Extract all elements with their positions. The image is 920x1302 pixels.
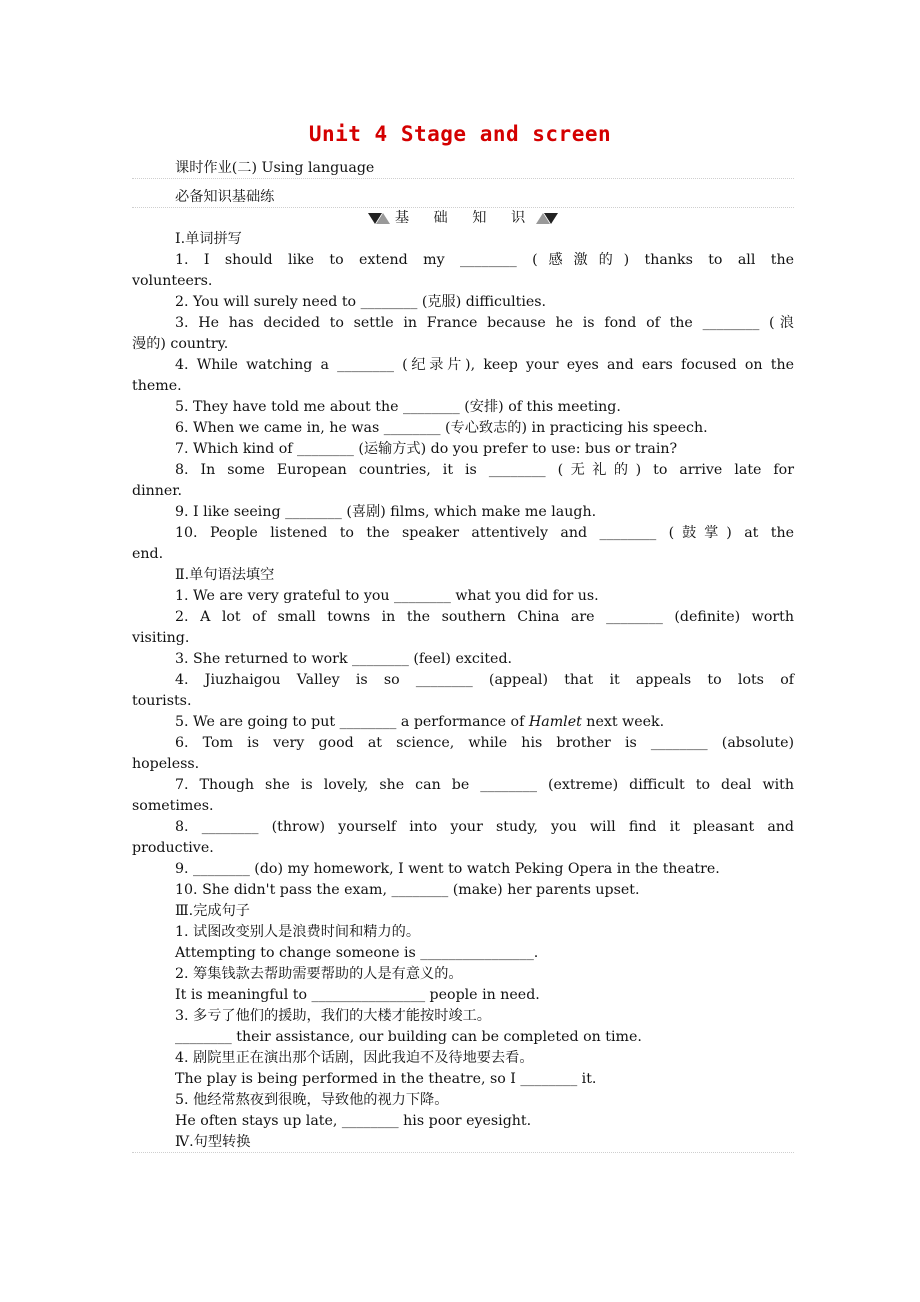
- question-line: 10. People listened to the speaker attentively and ________ (鼓掌) at the: [175, 525, 794, 541]
- question-line: 2. You will surely need to ________ (克服) difficulties.: [175, 294, 547, 310]
- question-line: productive.: [132, 840, 214, 856]
- question-line: 3. He has decided to settle in France because he is fond of the ________ (浪: [175, 315, 794, 331]
- question-line: 8. ________ (throw) yourself into your study, you will find it pleasant and: [175, 819, 794, 835]
- question-line: 3. 多亏了他们的援助，我们的大楼才能按时竣工。: [175, 1008, 491, 1024]
- answer-line: He often stays up late, ________ his poor eyesight.: [175, 1113, 532, 1129]
- question-line: 9. ________ (do) my homework, I went to watch Peking Opera in the theatre.: [175, 861, 720, 877]
- answer-line: ________ their assistance, our building can be completed on time.: [175, 1029, 642, 1045]
- answer-line: The play is being performed in the theatre, so I ________ it.: [175, 1071, 597, 1087]
- question-line: 1. We are very grateful to you ________ what you did for us.: [175, 588, 599, 604]
- question-line: [132, 712, 794, 733]
- question-line: 4. While watching a ________ (纪录片), keep your eyes and ears focused on the: [175, 357, 794, 373]
- question-line: 3. She returned to work ________ (feel) excited.: [175, 651, 513, 667]
- question-line: visiting.: [132, 630, 190, 646]
- question-line: 7. Which kind of ________ (运输方式) do you prefer to use: bus or train?: [175, 441, 678, 457]
- question-line: 4. Jiuzhaigou Valley is so ________ (appeal) that it appeals to lots of: [175, 672, 794, 688]
- question-line: hopeless.: [132, 756, 200, 772]
- section-label: 必备知识基础练: [132, 187, 794, 208]
- part4-heading: Ⅳ.句型转换: [132, 1132, 794, 1153]
- question-line: 1. I should like to extend my ________ (感激的) thanks to all the: [175, 252, 794, 268]
- section-title-row: [132, 208, 794, 229]
- up-triangle-icon: [376, 213, 390, 224]
- answer-line: It is meaningful to ________________ people in need.: [175, 987, 540, 1003]
- question-line: theme.: [132, 378, 182, 394]
- answer-line: Attempting to change someone is ________________.: [175, 945, 539, 961]
- question-line: 2. 筹集钱款去帮助需要帮助的人是有意义的。: [175, 966, 463, 982]
- question-line: 5. 他经常熬夜到很晚，导致他的视力下降。: [175, 1092, 449, 1108]
- question-line: tourists.: [132, 693, 192, 709]
- question-line: 10. She didn't pass the exam, ________ (make) her parents upset.: [175, 882, 640, 898]
- worksheet-content: [132, 158, 794, 1153]
- question-line: sometimes.: [132, 798, 214, 814]
- question-line: 6. When we came in, he was ________ (专心致志的) in practicing his speech.: [175, 420, 708, 436]
- question-line: 1. 试图改变别人是浪费时间和精力的。: [175, 924, 421, 940]
- question-line: volunteers.: [132, 273, 213, 289]
- page-title: Unit 4 Stage and screen: [308, 122, 612, 146]
- question-line: 漫的) country.: [132, 336, 229, 352]
- question-line: 8. In some European countries, it is ________ (无礼的) to arrive late for: [175, 462, 794, 478]
- question-line: 7. Though she is lovely, she can be ________ (extreme) difficult to deal with: [175, 777, 794, 793]
- part3-heading: Ⅲ.完成句子: [175, 903, 250, 919]
- question-line: 9. I like seeing ________ (喜剧) films, which make me laugh.: [175, 504, 597, 520]
- part2-heading: Ⅱ.单句语法填空: [175, 567, 275, 583]
- question-text: 5. We are going to put ________ a performance of: [175, 714, 529, 730]
- question-line: 5. They have told me about the ________ (安排) of this meeting.: [175, 399, 621, 415]
- section-title: 基 础 知 识: [394, 210, 536, 226]
- question-line: dinner.: [132, 483, 183, 499]
- question-line: 2. A lot of small towns in the southern China are ________ (definite) worth: [175, 609, 794, 625]
- subtitle: 课时作业(二) Using language: [132, 158, 794, 179]
- question-line: end.: [132, 546, 164, 562]
- question-line: 4. 剧院里正在演出那个话剧，因此我迫不及待地要去看。: [175, 1050, 534, 1066]
- play-title: Hamlet: [528, 714, 582, 730]
- question-text: next week.: [581, 714, 665, 730]
- question-line: 6. Tom is very good at science, while his brother is ________ (absolute): [175, 735, 794, 751]
- down-triangle-icon: [544, 213, 558, 224]
- part1-heading: Ⅰ.单词拼写: [175, 231, 242, 247]
